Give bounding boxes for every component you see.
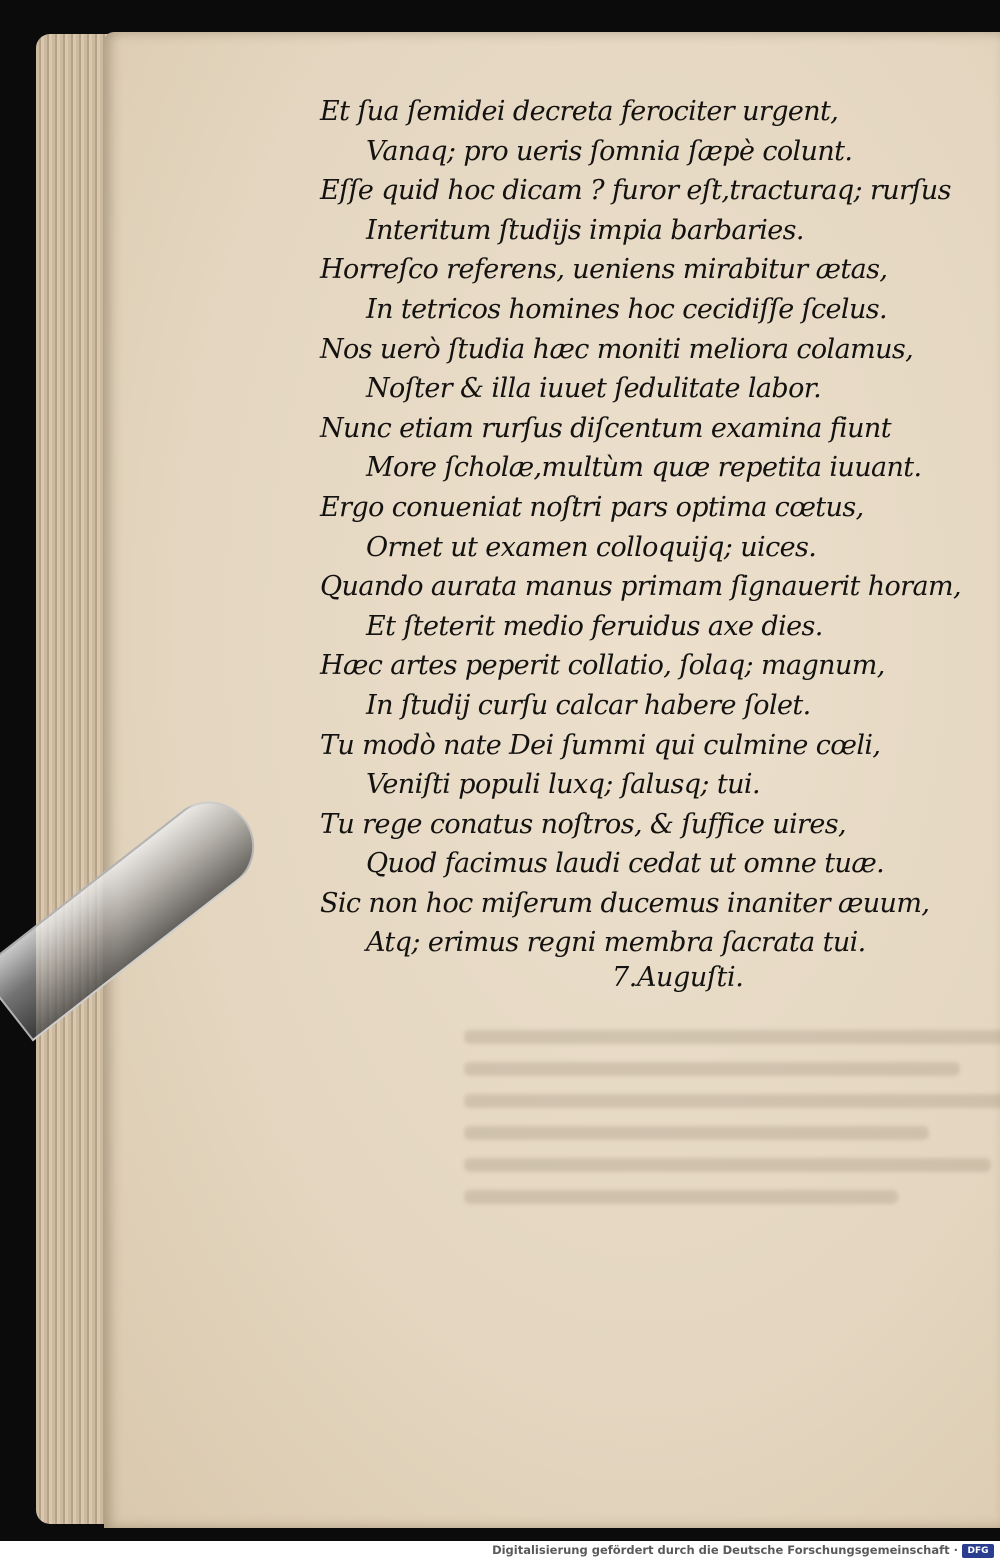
- poem-line: Tu rege conatus noſtros, & ſuffice uires,: [320, 808, 846, 840]
- poem-line: Nos uerò ſtudia hæc moniti meliora colamus,: [320, 333, 914, 365]
- poem-line: Hæc artes peperit collatio, ſolaq; magnum,: [320, 650, 885, 682]
- poem-line: Veniſti populi luxq; ſalusq; tui.: [366, 769, 760, 801]
- poem-line: Noſter & illa iuuet ſedulitate labor.: [366, 373, 822, 405]
- bleed-through-text: [464, 1012, 1000, 1312]
- poem-line: In tetricos homines hoc cecidiſſe ſcelus.: [366, 293, 887, 325]
- poem-line: In ſtudij curſu calcar habere ſolet.: [366, 689, 811, 721]
- poem-line: Ornet ut examen colloquijq; uices.: [366, 531, 817, 563]
- poem-line: Quando aurata manus primam ſignauerit horam,: [320, 571, 961, 603]
- poem-line: Atq; erimus regni membra ſacrata tui.: [366, 927, 866, 959]
- poem-text: [320, 92, 980, 963]
- poem-line: Ergo conueniat noſtri pars optima cœtus,: [320, 491, 864, 523]
- footer-bar: [0, 1541, 1000, 1561]
- dfg-logo-icon: DFG: [962, 1544, 994, 1558]
- poem-line: Sic non hoc miſerum ducemus inaniter æuum,: [320, 887, 930, 919]
- poem-line: Et ſua ſemidei decreta ferociter urgent,: [320, 96, 839, 127]
- poem-line: Eſſe quid hoc dicam ? furor eſt,tracturaq; rurſus: [320, 175, 951, 207]
- poem-line: Interitum ſtudijs impia barbaries.: [366, 214, 804, 246]
- poem-date: 7.Auguſti.: [612, 962, 744, 993]
- poem-line: Tu modò nate Dei ſummi qui culmine cœli,: [320, 729, 881, 761]
- poem-line: Horreſco referens, ueniens mirabitur ætas,: [320, 254, 888, 286]
- poem-line: Nunc etiam rurſus diſcentum examina fiunt: [320, 412, 891, 444]
- poem-line: Quod facimus laudi cedat ut omne tuæ.: [366, 848, 885, 880]
- poem-line: Vanaq; pro ueris ſomnia ſæpè colunt.: [366, 135, 853, 167]
- funding-notice: Digitalisierung gefördert durch die Deutsche Forschungsgemeinschaft ·: [492, 1543, 958, 1557]
- poem-line: More ſcholæ,multùm quæ repetita iuuant.: [366, 452, 922, 484]
- poem-line: Et ſteterit medio feruidus axe dies.: [366, 610, 823, 642]
